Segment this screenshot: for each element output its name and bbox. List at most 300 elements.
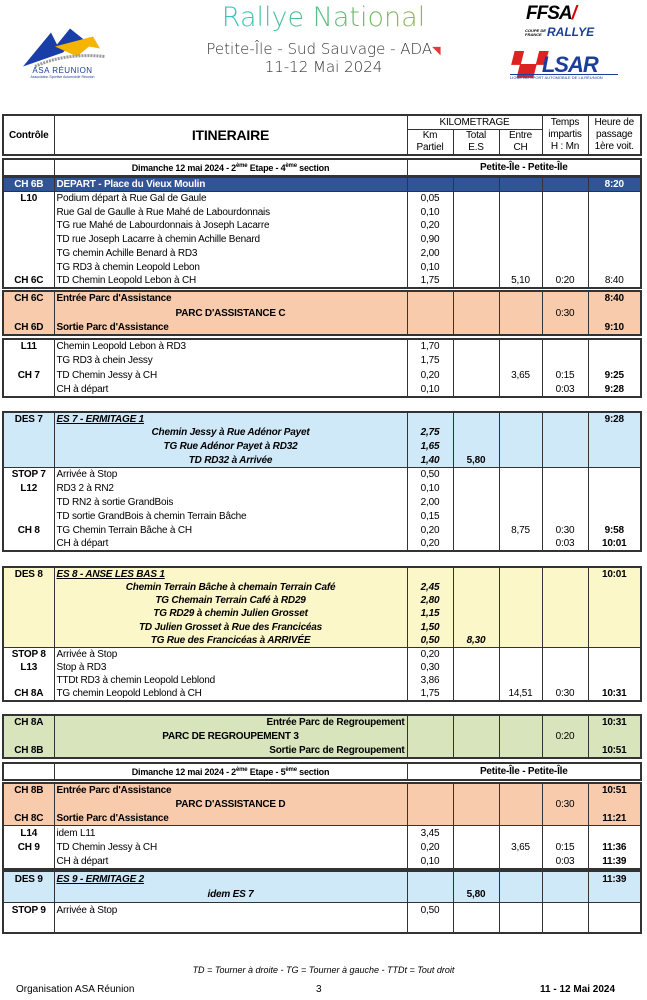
entre-ch xyxy=(499,783,542,797)
col-total-es xyxy=(453,130,499,156)
km-partiel: 1,75 xyxy=(407,274,453,288)
itinerary-text: Rue Gal de Gaulle à Rue Mahé de Labourdonnais xyxy=(54,205,407,219)
km-partiel: 1,75 xyxy=(407,354,453,369)
total-l2: E.S xyxy=(468,142,484,153)
control-point xyxy=(3,454,54,468)
entre-ch xyxy=(499,482,542,496)
entre-ch xyxy=(499,715,542,729)
total-es xyxy=(453,902,499,918)
km-partiel: 0,50 xyxy=(407,468,453,482)
km-partiel: 0,10 xyxy=(407,854,453,868)
footer-dates: 11 - 12 Mai 2024 xyxy=(540,984,616,995)
control-point xyxy=(3,621,54,634)
heure-passage: 8:20 xyxy=(588,177,641,192)
section-empty-cell xyxy=(3,159,54,176)
total-es xyxy=(453,537,499,551)
entre-ch xyxy=(499,454,542,468)
itinerary-text: Sortie Parc d'Assistance xyxy=(54,812,407,826)
control-point: STOP 9 xyxy=(3,902,54,918)
table-row xyxy=(3,537,641,551)
itinerary-text: Chemin Jessy à Rue Adénor Payet xyxy=(54,426,407,440)
col-controle: Contrôle xyxy=(3,115,54,155)
temps-impartis xyxy=(542,715,588,729)
entre-ch xyxy=(499,192,542,206)
temps-impartis xyxy=(542,354,588,369)
table-row xyxy=(3,177,641,192)
temps-impartis xyxy=(542,247,588,261)
total-es xyxy=(453,871,499,887)
table-row xyxy=(3,826,641,840)
temps-impartis xyxy=(542,594,588,607)
total-es xyxy=(453,354,499,369)
table-row xyxy=(3,482,641,496)
control-point: CH 6C xyxy=(3,291,54,306)
entre-ch xyxy=(499,426,542,440)
entre-ch xyxy=(499,177,542,192)
total-es xyxy=(453,192,499,206)
itinerary-text: PARC DE REGROUPEMENT 3 xyxy=(54,729,407,743)
km-partiel: 0,20 xyxy=(407,840,453,854)
temps-impartis xyxy=(542,426,588,440)
ffsa-logo: FFSA/ xyxy=(526,3,576,24)
page-header xyxy=(0,0,647,100)
temps-impartis xyxy=(542,482,588,496)
km-partiel: 0,50 xyxy=(407,634,453,648)
total-es xyxy=(453,339,499,354)
temps-impartis xyxy=(542,918,588,934)
km-partiel: 0,20 xyxy=(407,537,453,551)
temps-impartis: 0:03 xyxy=(542,537,588,551)
entre-ch xyxy=(499,247,542,261)
sup: ème xyxy=(235,767,248,773)
entre-ch xyxy=(499,918,542,934)
itinerary-text: Arrivée à Stop xyxy=(54,647,407,661)
temps-impartis xyxy=(542,567,588,581)
total-es xyxy=(453,247,499,261)
itinerary-text: Sortie Parc d'Assistance xyxy=(54,320,407,335)
itinerary-text: ES 9 - ERMITAGE 2 xyxy=(54,871,407,887)
km-partiel: 2,75 xyxy=(407,426,453,440)
temps-impartis xyxy=(542,219,588,233)
temps-impartis xyxy=(542,826,588,840)
itinerary-text: PARC D'ASSISTANCE D xyxy=(54,797,407,811)
table-row xyxy=(3,812,641,826)
asa-logo-text: ASA RÉUNION xyxy=(32,66,93,75)
table-row xyxy=(3,509,641,523)
control-point: DES 7 xyxy=(3,412,54,426)
control-point xyxy=(3,205,54,219)
table-row xyxy=(3,291,641,306)
footer-page-number: 3 xyxy=(316,984,322,995)
entre-ch xyxy=(499,634,542,648)
heure-l1: Heure de xyxy=(594,117,635,128)
km-partiel xyxy=(407,715,453,729)
table-row xyxy=(3,887,641,903)
temps-l3: H : Mn xyxy=(550,141,580,152)
heure-passage xyxy=(588,495,641,509)
control-point xyxy=(3,607,54,620)
table-row xyxy=(3,260,641,274)
heure-passage xyxy=(588,247,641,261)
entre-l2: CH xyxy=(513,142,528,153)
control-point xyxy=(3,383,54,398)
control-point xyxy=(3,440,54,454)
heure-passage: 9:25 xyxy=(588,368,641,383)
heure-passage xyxy=(588,339,641,354)
section-title xyxy=(54,159,407,176)
km-l2: Partiel xyxy=(416,142,444,153)
temps-l2: impartis xyxy=(548,129,582,140)
itinerary-text: TD sortie GrandBois à chemin Terrain Bâche xyxy=(54,509,407,523)
temps-impartis xyxy=(542,454,588,468)
itinerary-text: TD RD32 à Arrivée xyxy=(54,454,407,468)
temps-impartis: 0:03 xyxy=(542,854,588,868)
heure-passage xyxy=(588,918,641,934)
entre-ch xyxy=(499,887,542,903)
control-point xyxy=(3,233,54,247)
itinerary-text: TG chemin Achille Benard à RD3 xyxy=(54,247,407,261)
table-row xyxy=(3,581,641,594)
temps-impartis xyxy=(542,291,588,306)
itinerary-text: Entrée Parc d'Assistance xyxy=(54,291,407,306)
control-point: CH 8A xyxy=(3,715,54,729)
control-point: CH 6D xyxy=(3,320,54,335)
control-point: CH 6B xyxy=(3,177,54,192)
heure-passage xyxy=(588,797,641,811)
total-es xyxy=(453,621,499,634)
total-es xyxy=(453,729,499,743)
control-point: CH 9 xyxy=(3,840,54,854)
cdf-text: RALLYE xyxy=(547,25,595,39)
total-es xyxy=(453,647,499,661)
total-es xyxy=(453,412,499,426)
total-es xyxy=(453,687,499,701)
km-partiel: 1,50 xyxy=(407,621,453,634)
km-partiel: 1,15 xyxy=(407,607,453,620)
control-point: CH 8A xyxy=(3,687,54,701)
table-row xyxy=(3,495,641,509)
table-row xyxy=(3,902,641,918)
entre-ch xyxy=(499,812,542,826)
km-partiel: 0,20 xyxy=(407,647,453,661)
heure-passage xyxy=(588,647,641,661)
temps-impartis xyxy=(542,871,588,887)
ffsa-text: FFSA xyxy=(526,3,572,24)
itinerary-text: Arrivée à Stop xyxy=(54,902,407,918)
itinerary-text: TD RN2 à sortie GrandBois xyxy=(54,495,407,509)
total-es xyxy=(453,291,499,306)
control-point xyxy=(3,354,54,369)
lsar-logo-subtext: LIGUE DU SPORT AUTOMOBILE DE LA RÉUNION xyxy=(510,74,618,80)
km-partiel: 0,20 xyxy=(407,523,453,537)
itinerary-text: TG rue Mahé de Labourdonnais à Joseph Lacarre xyxy=(54,219,407,233)
control-point: CH 8B xyxy=(3,783,54,797)
temps-impartis xyxy=(542,468,588,482)
temps-impartis xyxy=(542,509,588,523)
table-row xyxy=(3,687,641,701)
km-partiel: 3,45 xyxy=(407,826,453,840)
control-point: L10 xyxy=(3,192,54,206)
itinerary-text: TD Chemin Jessy à CH xyxy=(54,368,407,383)
entre-ch xyxy=(499,495,542,509)
heure-passage xyxy=(588,594,641,607)
itinerary-text: Entrée Parc d'Assistance xyxy=(54,783,407,797)
itinerary-text: PARC D'ASSISTANCE C xyxy=(54,306,407,321)
km-partiel: 1,70 xyxy=(407,339,453,354)
km-partiel: 2,80 xyxy=(407,594,453,607)
control-point: CH 7 xyxy=(3,368,54,383)
km-partiel: 3,86 xyxy=(407,674,453,687)
section-route: Petite-Île - Petite-Île xyxy=(407,159,641,176)
total-l1: Total xyxy=(465,130,487,141)
temps-impartis xyxy=(542,440,588,454)
km-partiel xyxy=(407,567,453,581)
km-partiel xyxy=(407,812,453,826)
total-es xyxy=(453,426,499,440)
km-partiel xyxy=(407,320,453,335)
entre-ch xyxy=(499,826,542,840)
itinerary-text: CH à départ xyxy=(54,854,407,868)
table-row xyxy=(3,783,641,797)
itinerary-text: RD3 2 à RN2 xyxy=(54,482,407,496)
itinerary-text xyxy=(54,918,407,934)
itinerary-text: ES 8 - ANSE LES BAS 1 xyxy=(54,567,407,581)
itinerary-block xyxy=(2,782,642,870)
control-point xyxy=(3,260,54,274)
table-row xyxy=(3,468,641,482)
entre-ch: 3,65 xyxy=(499,840,542,854)
table-row xyxy=(3,383,641,398)
control-point: DES 9 xyxy=(3,871,54,887)
section-day: Dimanche 12 mai 2024 - 2 xyxy=(131,163,236,173)
km-partiel xyxy=(407,797,453,811)
entre-ch xyxy=(499,567,542,581)
total-es: 5,80 xyxy=(453,454,499,468)
heure-passage: 10:51 xyxy=(588,783,641,797)
temps-impartis: 0:30 xyxy=(542,687,588,701)
heure-passage: 11:39 xyxy=(588,854,641,868)
temps-impartis: 0:03 xyxy=(542,383,588,398)
temps-impartis xyxy=(542,744,588,758)
temps-impartis xyxy=(542,192,588,206)
km-partiel: 0,10 xyxy=(407,383,453,398)
coupe-de-france-rallye-logo xyxy=(525,25,594,39)
itinerary-text: TG Rue des Francicéas à ARRIVÉE xyxy=(54,634,407,648)
total-es xyxy=(453,715,499,729)
control-point xyxy=(3,594,54,607)
itinerary-text: TG Rue Adénor Payet à RD32 xyxy=(54,440,407,454)
temps-impartis xyxy=(542,260,588,274)
total-es xyxy=(453,661,499,674)
km-partiel xyxy=(407,887,453,903)
temps-impartis xyxy=(542,339,588,354)
temps-impartis: 0:30 xyxy=(542,306,588,321)
section-empty-cell xyxy=(3,763,54,780)
km-partiel: 0,20 xyxy=(407,368,453,383)
itinerary-text: idem L11 xyxy=(54,826,407,840)
control-point xyxy=(3,537,54,551)
entre-ch xyxy=(499,674,542,687)
control-point xyxy=(3,887,54,903)
entre-ch xyxy=(499,354,542,369)
control-point xyxy=(3,495,54,509)
asa-logo-subtext: Association Sportive Automobile Réunion xyxy=(30,75,95,79)
table-row xyxy=(3,797,641,811)
heure-passage: 9:10 xyxy=(588,320,641,335)
heure-passage: 10:01 xyxy=(588,567,641,581)
entre-ch xyxy=(499,607,542,620)
wifi-icon: ◥ xyxy=(432,44,441,57)
section-label: section xyxy=(296,767,330,777)
total-es xyxy=(453,177,499,192)
control-point: L12 xyxy=(3,482,54,496)
total-es xyxy=(453,320,499,335)
itinerary-text: CH à départ xyxy=(54,383,407,398)
entre-ch xyxy=(499,219,542,233)
entre-ch xyxy=(499,621,542,634)
km-l1: Km xyxy=(422,130,438,141)
table-row xyxy=(3,918,641,934)
km-partiel: 1,65 xyxy=(407,440,453,454)
itinerary-text: TG RD3 à chein Jessy xyxy=(54,354,407,369)
table-row xyxy=(3,247,641,261)
heure-passage xyxy=(588,354,641,369)
heure-passage xyxy=(588,887,641,903)
itinerary-block xyxy=(2,870,642,934)
col-kilometrage: KILOMETRAGE xyxy=(407,115,542,130)
total-es xyxy=(453,744,499,758)
entre-ch xyxy=(499,260,542,274)
total-es xyxy=(453,797,499,811)
temps-impartis xyxy=(542,647,588,661)
table-row xyxy=(3,523,641,537)
entre-ch xyxy=(499,647,542,661)
col-temps xyxy=(542,115,588,155)
table-row xyxy=(3,674,641,687)
section-etape: Etape - 5 xyxy=(247,767,286,777)
table-row xyxy=(3,339,641,354)
entre-ch: 8,75 xyxy=(499,523,542,537)
total-es xyxy=(453,368,499,383)
table-row xyxy=(3,274,641,288)
table-row xyxy=(3,729,641,743)
table-row xyxy=(3,871,641,887)
total-es xyxy=(453,826,499,840)
table-row xyxy=(3,219,641,233)
heure-passage xyxy=(588,219,641,233)
control-point xyxy=(3,918,54,934)
table-row xyxy=(3,661,641,674)
km-partiel xyxy=(407,918,453,934)
heure-passage xyxy=(588,621,641,634)
temps-impartis xyxy=(542,320,588,335)
col-itineraire: ITINERAIRE xyxy=(54,115,407,155)
sup: ème xyxy=(285,163,297,169)
heure-passage: 9:28 xyxy=(588,383,641,398)
total-es xyxy=(453,523,499,537)
table-row xyxy=(3,205,641,219)
section-header xyxy=(2,158,642,177)
temps-impartis: 0:30 xyxy=(542,523,588,537)
entre-ch xyxy=(499,797,542,811)
control-point: DES 8 xyxy=(3,567,54,581)
itinerary-text: Chemin Terrain Bâche à chemain Terrain Café xyxy=(54,581,407,594)
control-point xyxy=(3,426,54,440)
itinerary-text: DEPART - Place du Vieux Moulin xyxy=(54,177,407,192)
entre-ch xyxy=(499,306,542,321)
km-partiel xyxy=(407,871,453,887)
itinerary-text: TD Chemin Jessy à CH xyxy=(54,840,407,854)
control-point xyxy=(3,729,54,743)
temps-impartis xyxy=(542,581,588,594)
col-heure xyxy=(588,115,641,155)
control-point: STOP 7 xyxy=(3,468,54,482)
heure-passage xyxy=(588,902,641,918)
total-es xyxy=(453,440,499,454)
entre-ch xyxy=(499,729,542,743)
itinerary-text: Podium départ à Rue Gal de Gaule xyxy=(54,192,407,206)
control-point: L11 xyxy=(3,339,54,354)
col-km-partiel xyxy=(407,130,453,156)
table-row xyxy=(3,567,641,581)
heure-passage xyxy=(588,674,641,687)
km-partiel: 0,10 xyxy=(407,482,453,496)
km-partiel: 1,40 xyxy=(407,454,453,468)
heure-passage xyxy=(588,205,641,219)
itinerary-block xyxy=(2,714,642,759)
km-partiel xyxy=(407,177,453,192)
entre-ch xyxy=(499,581,542,594)
entre-ch xyxy=(499,661,542,674)
control-point: L13 xyxy=(3,661,54,674)
total-es xyxy=(453,607,499,620)
table-row xyxy=(3,412,641,426)
control-point xyxy=(3,509,54,523)
table-row xyxy=(3,634,641,648)
total-es xyxy=(453,383,499,398)
entre-ch xyxy=(499,854,542,868)
temps-impartis: 0:20 xyxy=(542,274,588,288)
control-point: STOP 8 xyxy=(3,647,54,661)
temps-impartis: 0:15 xyxy=(542,840,588,854)
km-partiel: 2,00 xyxy=(407,495,453,509)
total-es xyxy=(453,854,499,868)
table-header xyxy=(2,114,642,156)
control-point xyxy=(3,306,54,321)
heure-passage xyxy=(588,607,641,620)
entre-ch xyxy=(499,440,542,454)
control-point: CH 6C xyxy=(3,274,54,288)
itinerary-block xyxy=(2,411,642,552)
table-row xyxy=(3,594,641,607)
control-point: CH 8C xyxy=(3,812,54,826)
entre-ch xyxy=(499,594,542,607)
heure-passage: 9:28 xyxy=(588,412,641,426)
itinerary-text: TD Chemin Leopold Lebon à CH xyxy=(54,274,407,288)
lsar-text: LSAR xyxy=(541,52,598,77)
entre-ch xyxy=(499,871,542,887)
table-row xyxy=(3,192,641,206)
control-point xyxy=(3,219,54,233)
entre-ch xyxy=(499,339,542,354)
total-es xyxy=(453,812,499,826)
table-row xyxy=(3,354,641,369)
itinerary-text: TG RD29 à chemin Julien Grosset xyxy=(54,607,407,620)
km-partiel: 2,00 xyxy=(407,247,453,261)
temps-impartis xyxy=(542,634,588,648)
heure-passage xyxy=(588,581,641,594)
table-row xyxy=(3,607,641,620)
